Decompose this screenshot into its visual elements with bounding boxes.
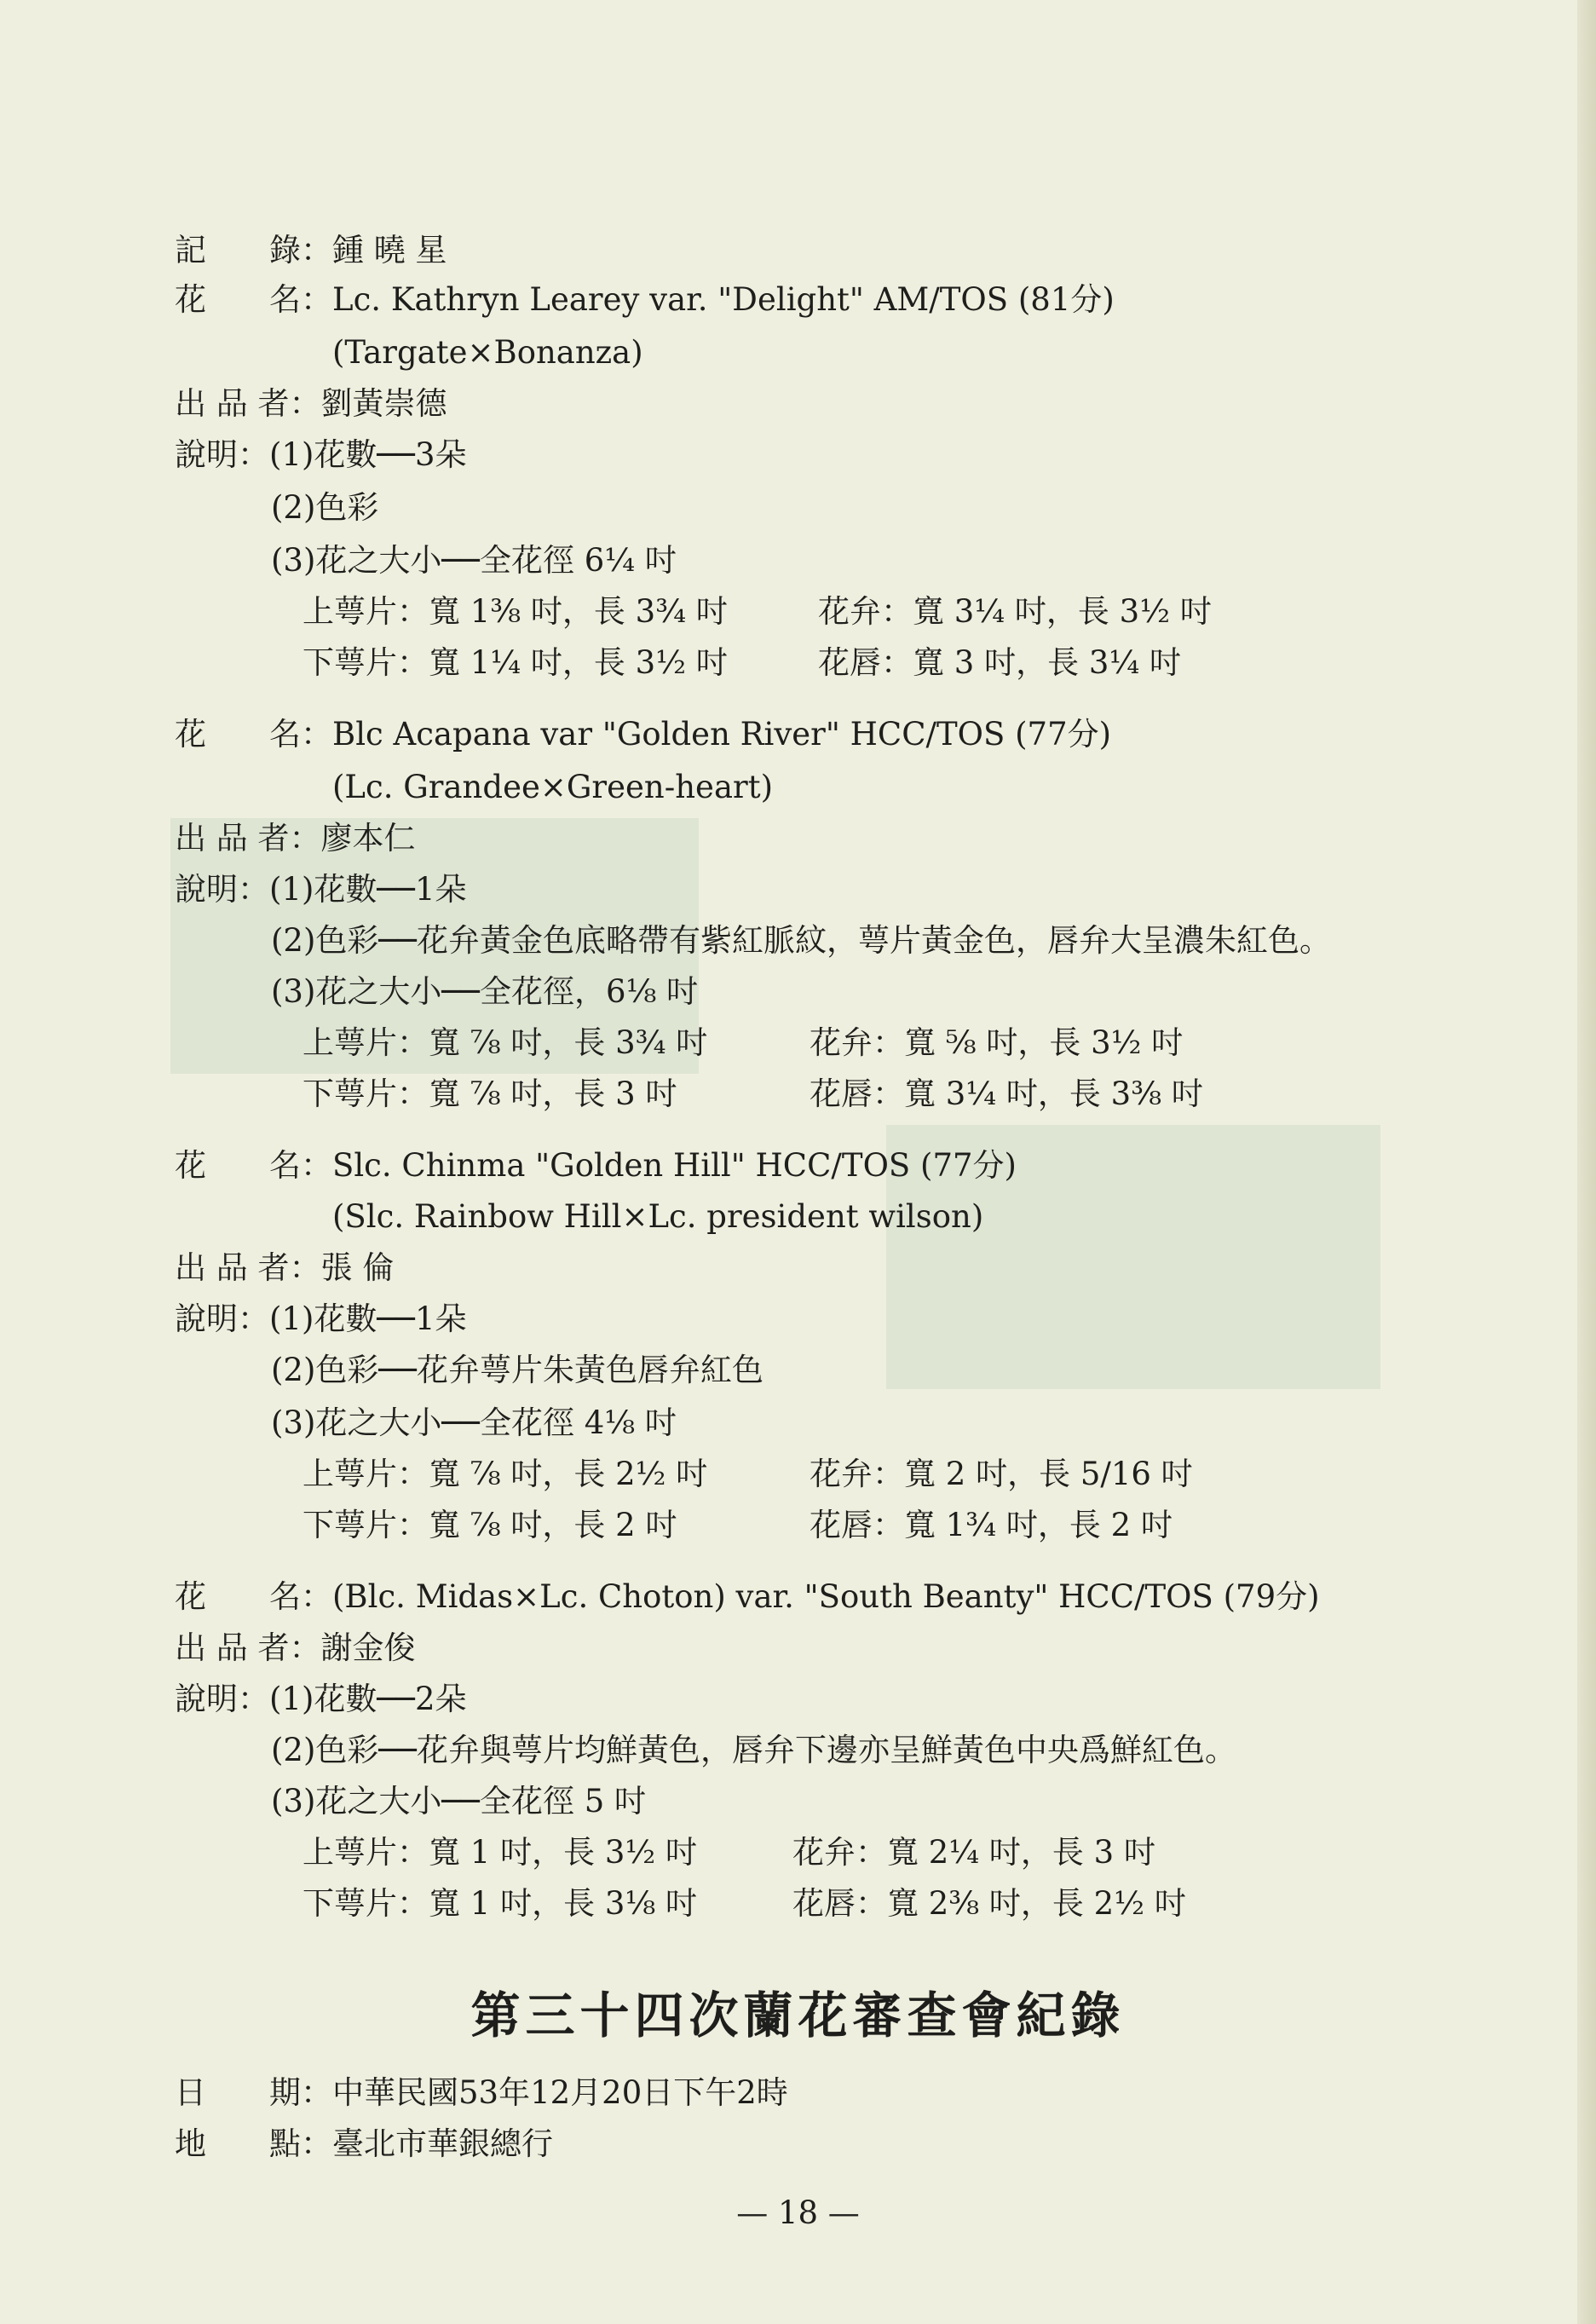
orchid-cross: (Targate×Bonanza) <box>332 334 643 371</box>
orchid-cross: (Slc. Rainbow Hill×Lc. president wilson) <box>332 1198 984 1235</box>
desc-label: 說明 <box>175 871 238 908</box>
upper-sepal: 上萼片：寬 1⅜ 吋，長 3¾ 吋 <box>302 593 728 630</box>
desc-line: 說明：(1)花數──3朵 <box>175 436 467 473</box>
lip: 花唇：寬 3 吋，長 3¼ 吋 <box>818 644 1181 681</box>
record-value: 鍾 曉 星 <box>332 232 447 268</box>
flower-color: (2)色彩──花弁黃金色底略帶有紫紅脈紋，萼片黃金色，唇弁大呈濃朱紅色。 <box>271 922 1331 959</box>
flower-size: (3)花之大小──全花徑，6⅛ 吋 <box>271 973 699 1010</box>
exhibitor-label: 出 品 者 <box>175 385 290 422</box>
petal: 花弁：寬 2 吋，長 5/16 吋 <box>810 1456 1193 1492</box>
lip: 花唇：寬 1¾ 吋，長 2 吋 <box>810 1507 1173 1543</box>
exhibitor-label: 出 品 者 <box>175 1249 290 1286</box>
orchid-name: (Blc. Midas×Lc. Choton) var. "South Beanty" HCC/TOS (79分) <box>332 1578 1320 1615</box>
name-label: 花 名 <box>175 1578 301 1615</box>
desc-label: 說明 <box>175 1300 238 1337</box>
meeting-date-line: 日 期：中華民國53年12月20日下午2時 <box>175 2074 788 2111</box>
exhibitor-value: 謝金俊 <box>320 1629 416 1666</box>
exhibitor-label: 出 品 者 <box>175 1629 290 1666</box>
upper-sepal: 上萼片：寬 ⅞ 吋，長 2½ 吋 <box>302 1456 708 1492</box>
exhibitor-label: 出 品 者 <box>175 820 290 856</box>
flower-count: (1)花數──2朵 <box>269 1681 467 1717</box>
date-label: 日 期 <box>175 2074 301 2111</box>
record-line: 記 錄：鍾 曉 星 <box>175 232 447 268</box>
lower-sepal: 下萼片：寬 1¼ 吋，長 3½ 吋 <box>302 644 728 681</box>
lower-sepal: 下萼片：寬 1 吋，長 3⅛ 吋 <box>302 1885 697 1922</box>
lip: 花唇：寬 3¼ 吋，長 3⅜ 吋 <box>810 1075 1203 1112</box>
exhibitor-line: 出 品 者：謝金俊 <box>175 1629 416 1666</box>
desc-line: 說明：(1)花數──1朵 <box>175 1300 467 1337</box>
exhibitor-line: 出 品 者：劉黃崇德 <box>175 385 447 422</box>
flower-color: (2)色彩──花弁萼片朱黃色唇弁紅色 <box>271 1352 763 1388</box>
exhibitor-value: 張 倫 <box>320 1249 395 1286</box>
entry-name-line: 花 名：Blc Acapana var "Golden River" HCC/TOS (77分) <box>175 716 1112 753</box>
petal: 花弁：寬 2¼ 吋，長 3 吋 <box>792 1834 1155 1871</box>
meeting-place: 臺北市華銀總行 <box>332 2125 553 2162</box>
lower-sepal: 下萼片：寬 ⅞ 吋，長 2 吋 <box>302 1507 677 1543</box>
lip: 花唇：寬 2⅜ 吋，長 2½ 吋 <box>792 1885 1186 1922</box>
desc-line: 說明：(1)花數──1朵 <box>175 871 467 908</box>
exhibitor-value: 劉黃崇德 <box>320 385 447 422</box>
page-number: — 18 — <box>736 2194 860 2231</box>
exhibitor-value: 廖本仁 <box>320 820 416 856</box>
orchid-name: Blc Acapana var "Golden River" HCC/TOS (77分) <box>332 716 1112 753</box>
desc-line: 說明：(1)花數──2朵 <box>175 1681 467 1717</box>
petal: 花弁：寬 ⅝ 吋，長 3½ 吋 <box>810 1024 1184 1061</box>
upper-sepal: 上萼片：寬 ⅞ 吋，長 3¾ 吋 <box>302 1024 708 1061</box>
flower-count: (1)花數──1朵 <box>269 1300 467 1337</box>
flower-size: (3)花之大小──全花徑 6¼ 吋 <box>271 542 677 579</box>
flower-color: (2)色彩 <box>271 489 379 526</box>
flower-count: (1)花數──3朵 <box>269 436 467 473</box>
name-label: 花 名 <box>175 281 301 318</box>
meeting-place-line: 地 點：臺北市華銀總行 <box>175 2125 553 2162</box>
section-title: 第三十四次蘭花審查會紀錄 <box>470 1987 1126 2044</box>
flower-color: (2)色彩──花弁與萼片均鮮黃色，唇弁下邊亦呈鮮黃色中央爲鮮紅色。 <box>271 1732 1236 1768</box>
lower-sepal: 下萼片：寬 ⅞ 吋，長 3 吋 <box>302 1075 677 1112</box>
name-label: 花 名 <box>175 1147 301 1184</box>
flower-size: (3)花之大小──全花徑 5 吋 <box>271 1783 647 1819</box>
desc-label: 說明 <box>175 436 238 473</box>
exhibitor-line: 出 品 者：廖本仁 <box>175 820 416 856</box>
flower-size: (3)花之大小──全花徑 4⅛ 吋 <box>271 1404 677 1441</box>
flower-count: (1)花數──1朵 <box>269 871 467 908</box>
entry-name-line: 花 名：Lc. Kathryn Learey var. "Delight" AM/TOS (81分) <box>175 281 1115 318</box>
record-label: 記 錄 <box>175 232 301 268</box>
petal: 花弁：寬 3¼ 吋，長 3½ 吋 <box>818 593 1212 630</box>
orchid-name: Slc. Chinma "Golden Hill" HCC/TOS (77分) <box>332 1147 1017 1184</box>
upper-sepal: 上萼片：寬 1 吋，長 3½ 吋 <box>302 1834 697 1871</box>
exhibitor-line: 出 品 者：張 倫 <box>175 1249 395 1286</box>
place-label: 地 點 <box>175 2125 301 2162</box>
meeting-date: 中華民國53年12月20日下午2時 <box>332 2074 788 2111</box>
name-label: 花 名 <box>175 716 301 753</box>
entry-name-line: 花 名：Slc. Chinma "Golden Hill" HCC/TOS (77分) <box>175 1147 1017 1184</box>
entry-name-line: 花 名：(Blc. Midas×Lc. Choton) var. "South Beanty" HCC/TOS (79分) <box>175 1578 1320 1615</box>
orchid-name: Lc. Kathryn Learey var. "Delight" AM/TOS (81分) <box>332 281 1115 318</box>
desc-label: 說明 <box>175 1681 238 1717</box>
orchid-cross: (Lc. Grandee×Green-heart) <box>332 769 774 805</box>
